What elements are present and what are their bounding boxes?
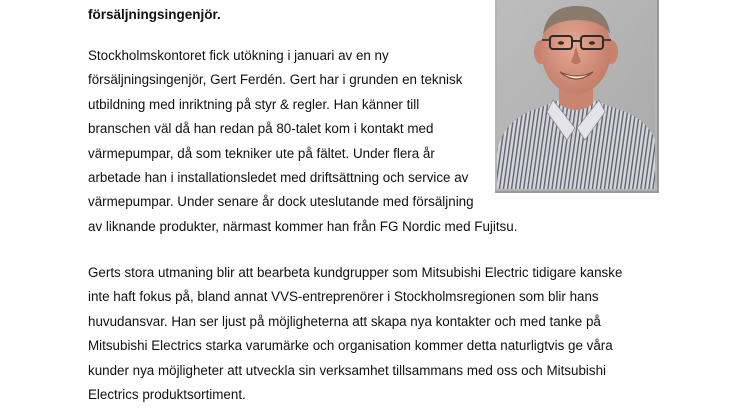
text-line: Mitsubishi Electrics starka varumärke och organisation kommer detta naturligtvis ge våra bbox=[88, 338, 613, 354]
text-line: arbetade han i installationsledet med driftsättning och service av bbox=[88, 170, 469, 186]
portrait-icon bbox=[497, 0, 655, 189]
text-line: branschen väl då han redan på 80-talet kom i kontakt med bbox=[88, 121, 434, 137]
text-line: inte haft fokus på, bland annat VVS-entreprenörer i Stockholmsregionen som blir hans bbox=[88, 289, 599, 305]
article-heading: försäljningsingenjör. bbox=[88, 7, 221, 22]
text-line: Stockholmskontoret fick utökning i januari av en ny bbox=[88, 48, 389, 63]
paragraph-challenge bbox=[88, 261, 622, 407]
text-line: av liknande produkter, närmast kommer han från FG Nordic med Fujitsu. bbox=[88, 218, 518, 234]
text-line: kunder nya möjligheter att utveckla sin verksamhet tillsammans med oss och Mitsubishi bbox=[88, 362, 606, 378]
paragraph-intro bbox=[88, 44, 517, 239]
portrait-photo bbox=[495, 0, 659, 193]
text-line: Electrics produktsortiment. bbox=[88, 387, 246, 403]
text-line: värmepumpar, då som tekniker ute på fältet. Under flera år bbox=[88, 145, 435, 161]
text-line: utbildning med inriktning på styr & regler. Han känner till bbox=[88, 96, 420, 112]
text-line: värmepumpar. Under senare år dock uteslutande med försäljning bbox=[88, 194, 474, 210]
text-line: Gerts stora utmaning blir att bearbeta kundgrupper som Mitsubishi Electric tidigare kanske bbox=[88, 265, 623, 280]
text-line: försäljningsingenjör, Gert Ferdén. Gert har i grunden en teknisk bbox=[88, 72, 463, 88]
text-line: huvudansvar. Han ser ljust på möjligheterna att skapa nya kontakter och med tanke på bbox=[88, 313, 601, 329]
